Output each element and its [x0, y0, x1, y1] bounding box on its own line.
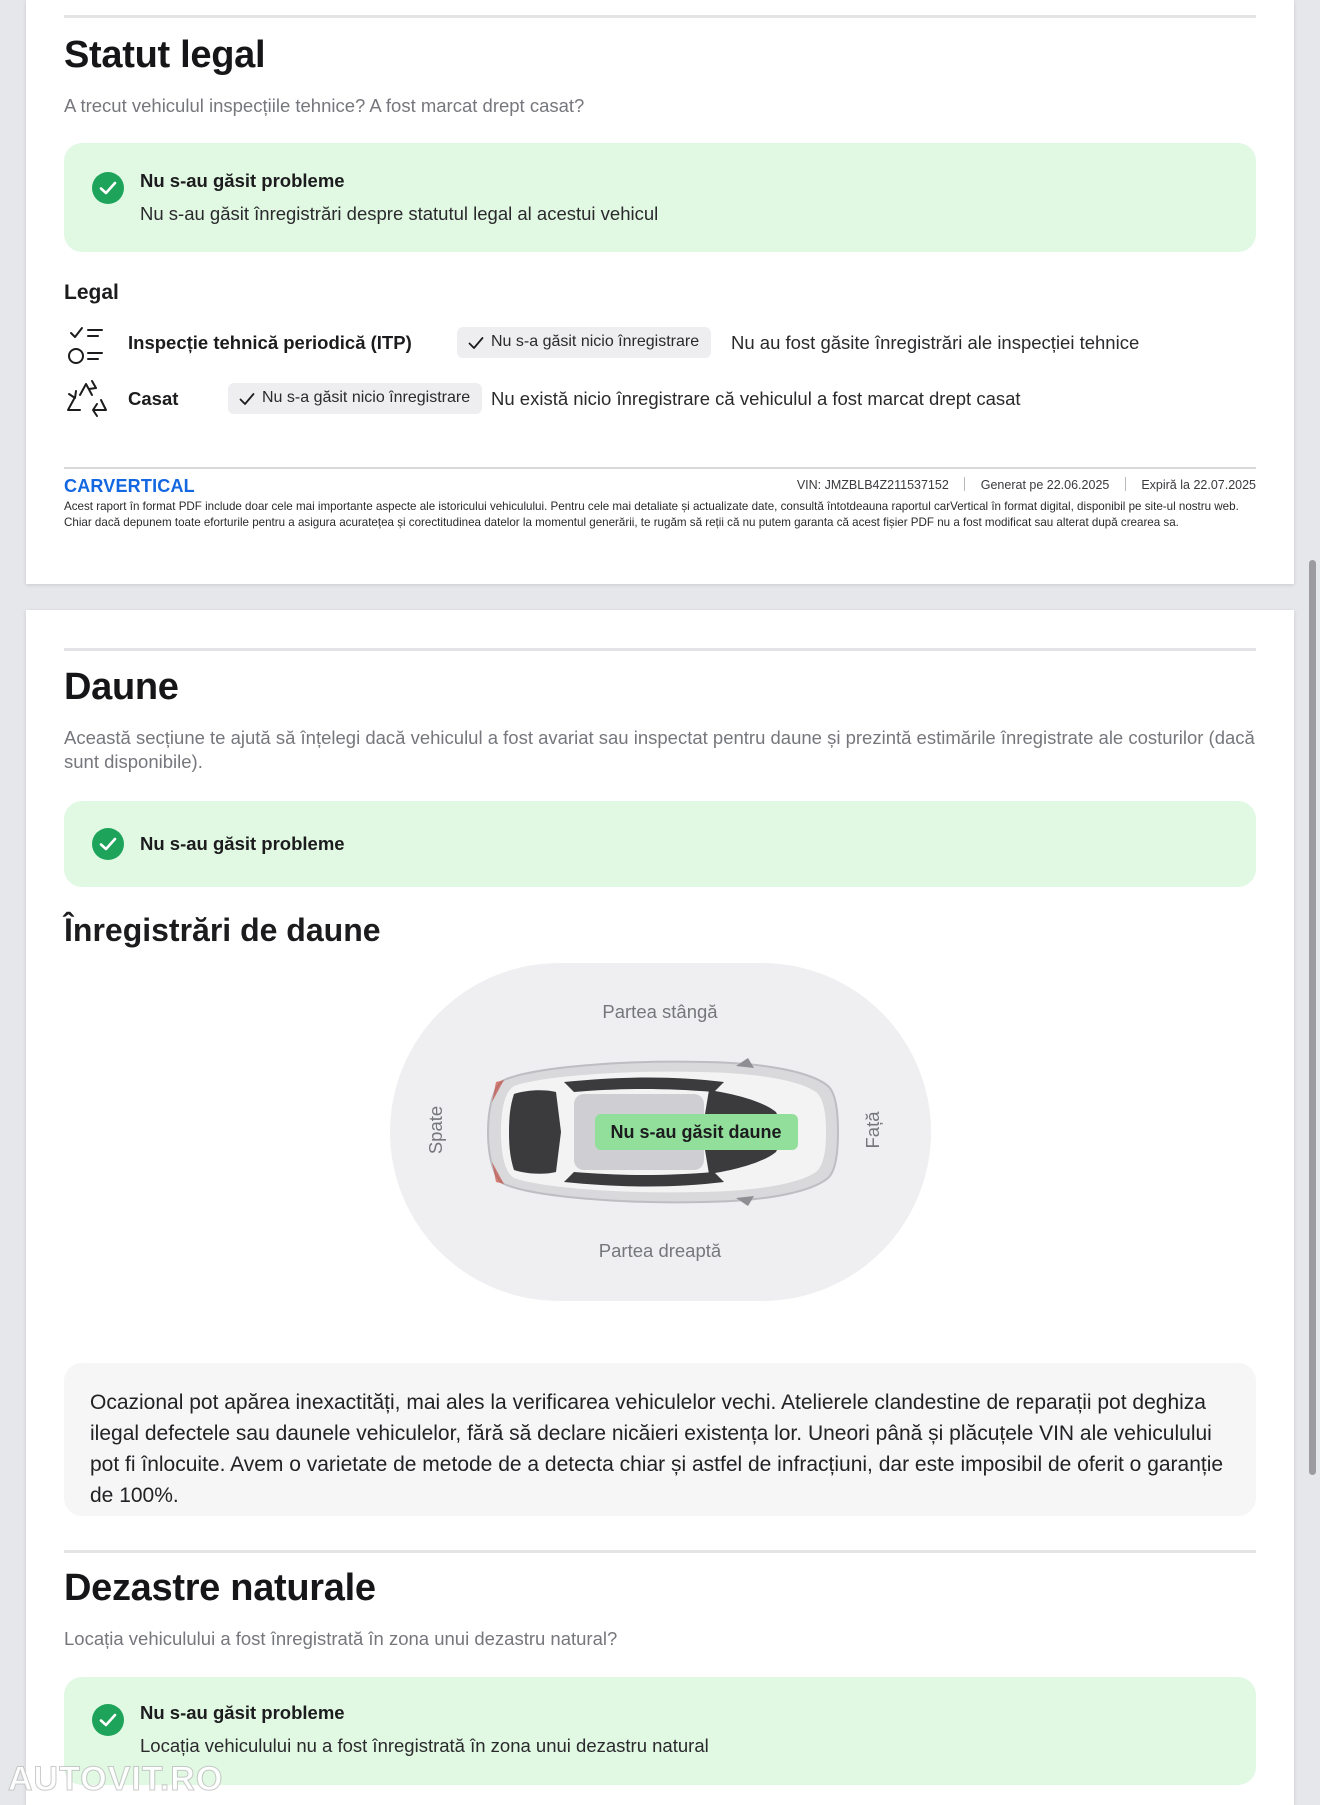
section-subtitle: Această secțiune te ajută să înțelegi dacă vehiculul a fost avariat sau inspectat pentru daune și prezintă estimările înregistrate ale costurilor (dacă sunt disponibile).: [64, 727, 1255, 772]
group-title: Legal: [64, 281, 119, 304]
label-left-side: Partea stângă: [602, 1001, 718, 1022]
report-page-1: [26, 0, 1294, 584]
section-title: Statut legal: [64, 34, 266, 76]
car-diagram: [64, 962, 1256, 1302]
label-rear: Spate: [425, 1105, 446, 1155]
vin-value: JMZBLB4Z211537152: [824, 478, 949, 492]
status-chip-label: Nu s-a găsit nicio înregistrare: [491, 333, 700, 350]
status-text: Nu s-au găsit înregistrări despre statutul legal al acestui vehicul: [140, 203, 659, 224]
page-2-content: [64, 610, 1256, 1805]
generated-label: Generat pe: [980, 478, 1044, 492]
check-circle-icon: [92, 1704, 124, 1736]
section-divider: [64, 648, 1256, 651]
disclaimer-note: Ocazional pot apărea inexactități, mai ales la verificarea vehiculelor vechi. Atelierele clandestine de reparații pot deghiza ilegal defectele sau daunele vehiculelor, fără să declare nicăieri existența lor. Uneori până și plăcuțele VIN ale vehiculului pot fi înlocuite. Avem o varietate de metode de a detecta chiar și astfel de infracțiuni, dar este imposibil de oferit o garanție de 100%.: [64, 1363, 1256, 1516]
label-front: Față: [862, 1111, 883, 1149]
scrollbar[interactable]: [1309, 560, 1316, 1475]
legal-row-description: Nu există nicio înregistrare că vehiculul a fost marcat drept casat: [491, 388, 1021, 409]
check-circle-icon: [92, 172, 124, 204]
report-meta: [797, 477, 1256, 492]
check-icon: [468, 336, 484, 350]
section-subtitle: Locația vehiculului a fost înregistrată în zona unui dezastru natural?: [64, 1628, 618, 1649]
status-title: Nu s-au găsit probleme: [140, 833, 345, 854]
legal-row-itp: [64, 322, 1256, 366]
report-disclaimer: Acest raport în format PDF include doar cele mai importante aspecte ale istoricului vehiculului. Pentru cele mai detaliate și actualizate date, consultă întotdeauna raportul carVertical în format digital, disponibil pe site-ul nostru web. Chiar dacă depunem toate eforturile pentru a asigura acuratețea și corectitudinea datelor la momentul generării, te rugăm să reții că nu putem garanta că acest fișier PDF nu a fost modificat sau alterat după crearea sa.: [64, 500, 1239, 529]
section-subtitle: A trecut vehiculul inspecțiile tehnice? A fost marcat drept casat?: [64, 95, 585, 116]
section-divider: [64, 15, 1256, 18]
status-text: Locația vehiculului nu a fost înregistrată în zona unui dezastru natural: [140, 1735, 709, 1756]
expires-label: Expiră la: [1141, 478, 1190, 492]
checklist-icon: [64, 322, 110, 366]
check-icon: [239, 392, 255, 406]
watermark-logo: AUTOVIT.RO: [8, 1760, 224, 1798]
records-title: Înregistrări de daune: [64, 912, 381, 948]
legal-row-name: Casat: [128, 388, 179, 409]
vin-label: VIN:: [796, 478, 822, 492]
status-chip: [228, 383, 482, 414]
report-page-2: [26, 610, 1294, 1805]
no-damage-badge: Nu s-au găsit daune: [610, 1122, 782, 1142]
status-box: [64, 1677, 1256, 1785]
status-title: Nu s-au găsit probleme: [140, 1702, 345, 1723]
carvertical-logo: CARVERTICAL: [64, 476, 195, 496]
footer-divider: [64, 467, 1256, 469]
expires-date: 22.07.2025: [1193, 478, 1256, 492]
status-chip-label: Nu s-a găsit nicio înregistrare: [262, 389, 471, 406]
status-box: [64, 801, 1256, 887]
damage-diagram: [64, 962, 1256, 1302]
legal-row-casat: [64, 378, 1256, 422]
section-title: Dezastre naturale: [64, 1567, 376, 1609]
section-title: Daune: [64, 666, 179, 708]
recycle-icon: [64, 378, 110, 422]
generated-date: 22.06.2025: [1046, 478, 1110, 492]
label-right-side: Partea dreaptă: [598, 1240, 722, 1261]
legal-row-name: Inspecție tehnică periodică (ITP): [128, 332, 412, 353]
status-chip: [457, 327, 711, 358]
status-box: [64, 143, 1256, 252]
status-title: Nu s-au găsit probleme: [140, 170, 345, 191]
legal-row-description: Nu au fost găsite înregistrări ale inspecției tehnice: [731, 332, 1140, 353]
section-divider: [64, 1550, 1256, 1553]
legal-section: [64, 0, 1256, 584]
check-circle-icon: [92, 828, 124, 860]
